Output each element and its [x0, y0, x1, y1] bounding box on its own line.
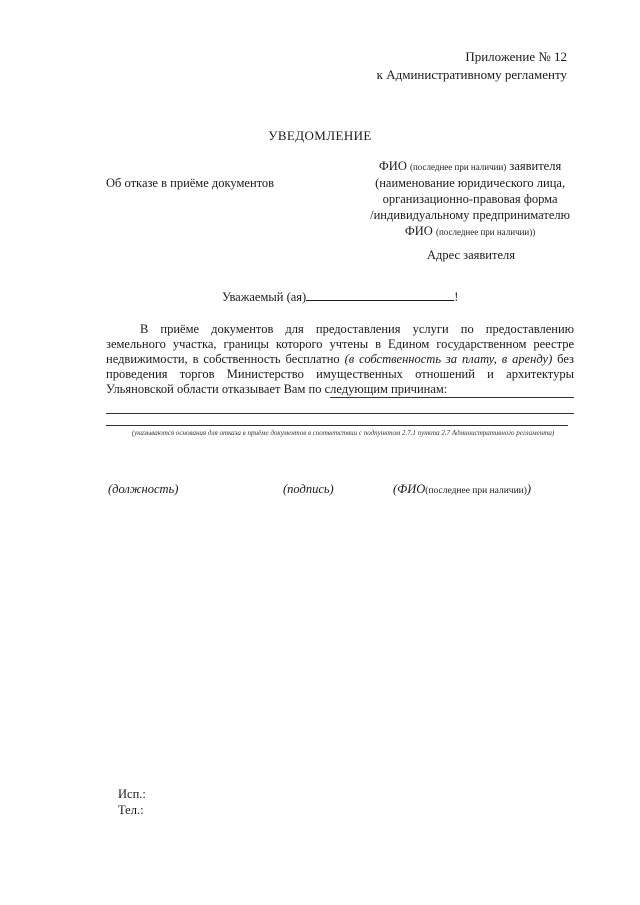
notice-subject: Об отказе в приёме документов [106, 176, 275, 190]
recipient-line-1: ФИО (последнее при наличии) заявителя [378, 159, 562, 173]
signature-caption: (подпись) [283, 482, 334, 496]
addressee-blank [306, 288, 454, 301]
greeting-text: Уважаемый (ая) [222, 290, 307, 304]
reason-blank-line-2 [106, 413, 574, 414]
fullname-caption: (ФИО(последнее при наличии)) [393, 482, 532, 496]
recipient-line-3: организационно-правовая форма [382, 192, 558, 206]
appendix-reference: к Административному регламенту [376, 67, 567, 82]
recipient-line-5: ФИО (последнее при наличии)) [404, 224, 536, 238]
executor-label: Исп.: [118, 787, 146, 801]
reason-blank-line-1 [330, 397, 574, 398]
appendix-header [377, 48, 567, 84]
recipient-line-4: /индивидуальному предпринимателю [370, 208, 570, 222]
phone-label: Тел.: [118, 803, 144, 817]
reason-instruction-note: (указываются основания для отказа в приёме документов в соответствии с подпунктом 2.7.1 пункта 2.7 Административного регламента) [131, 429, 555, 437]
recipient-line-2: (наименование юридического лица, [375, 176, 566, 190]
greeting-line: Уважаемый (ая) ! [222, 290, 459, 304]
ownership-options: (в собственность за плату, в аренду) [344, 352, 553, 366]
reason-blank-line-3 [106, 425, 568, 426]
position-caption: (должность) [108, 482, 179, 496]
applicant-address-label: Адрес заявителя [427, 248, 515, 262]
document-title: УВЕДОМЛЕНИЕ [268, 128, 372, 143]
recipient-block [370, 158, 570, 240]
refusal-body-text: В приёме документов для предоставления услуги по предоставлению земельного участка, границы которого учтены в Едином государственном реестре недвижимости, в собственность бесплатно (в собственность за плату, в аренду) без проведения торгов Министерство имущественных отношений и архитектуры Ульяновской области отказывает Вам по следующим причинам: [106, 322, 574, 396]
appendix-number: Приложение № 12 [465, 49, 567, 64]
